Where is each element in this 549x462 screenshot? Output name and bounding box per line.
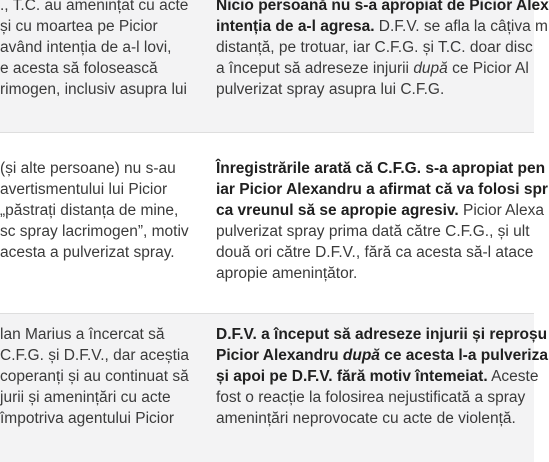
- text-line: [0, 0, 200, 16]
- text-line: [0, 221, 200, 242]
- italic-text: după: [413, 60, 448, 77]
- text-line: [0, 158, 200, 179]
- right-cell: [216, 0, 549, 100]
- text-line: [216, 324, 548, 345]
- table-row: [0, 0, 549, 132]
- bold-text: Înregistrările arată că C.F.G. s-a apropiat pen: [216, 160, 546, 177]
- text-line: [0, 200, 200, 221]
- text-line: [216, 37, 534, 58]
- bold-text: ce acesta l-a pulveriza: [379, 347, 548, 364]
- text-line: [0, 387, 200, 408]
- left-cell: [0, 158, 200, 263]
- text-run: avertismentului lui Picior: [0, 181, 168, 198]
- text-run: având intenția de a-l lovi,: [0, 39, 172, 56]
- text-line: [216, 387, 534, 408]
- text-line: [216, 16, 548, 37]
- bold-text: iar Picior Alexandru a afirmat că va folosi spr: [216, 181, 548, 198]
- text-run: jurii și amenințări cu acte: [0, 389, 171, 406]
- text-run: amenințări neprovocate cu acte de violență.: [216, 410, 516, 427]
- text-line: [0, 408, 200, 429]
- text-run: acesta a pulverizat spray.: [0, 244, 175, 261]
- text-run: ce Picior Al: [447, 60, 529, 77]
- text-line: [216, 158, 546, 179]
- table-row: [0, 133, 548, 313]
- text-line: [216, 221, 534, 242]
- text-run: sc spray lacrimogen”, motiv: [0, 223, 189, 240]
- bold-text: Nicio persoană nu s-a apropiat de Picior Alex: [216, 0, 549, 14]
- text-run: a început să adreseze injurii: [216, 60, 414, 77]
- text-line: [0, 242, 200, 263]
- text-run: „păstrați distanța de mine,: [0, 202, 179, 219]
- text-run: două ori către D.F.V., fără ca acesta să-l atace: [216, 244, 534, 261]
- text-run: și cu moartea pe Picior: [0, 18, 158, 35]
- text-run: distanță, pe trotuar, iar C.F.G. și T.C. doar disc: [216, 39, 533, 56]
- text-run: rimogen, inclusiv asupra lui: [0, 81, 187, 98]
- text-line: [216, 0, 549, 16]
- text-line: [216, 58, 534, 79]
- text-run: e acesta să folosească: [0, 60, 158, 77]
- text-run: C.F.G. și D.F.V., dar aceștia: [0, 347, 189, 364]
- text-run: coperanți și au continuat să: [0, 368, 189, 385]
- text-line: [216, 366, 539, 387]
- bold-text: D.F.V. a început să adreseze injurii și reproșu: [216, 326, 548, 343]
- text-line: [0, 79, 200, 100]
- bold-text: Picior Alexandru: [216, 347, 343, 364]
- text-run: lan Marius a încercat să: [0, 326, 165, 343]
- bold-text: și apoi pe D.F.V. fără motiv întemeiat.: [216, 368, 488, 385]
- text-run: fost o reacție la folosirea nejustificată a spray: [216, 389, 526, 406]
- text-run: Aceste: [487, 368, 539, 385]
- text-line: [0, 324, 200, 345]
- text-line: [0, 345, 200, 366]
- text-line: [216, 263, 534, 284]
- text-line: [216, 200, 544, 221]
- text-line: [0, 37, 200, 58]
- text-line: [216, 242, 534, 263]
- text-run: (și alte persoane) nu s-au: [0, 160, 176, 177]
- text-line: [0, 366, 200, 387]
- text-line: [216, 79, 534, 100]
- bold-text: după: [342, 347, 380, 364]
- left-cell: [0, 0, 200, 100]
- bold-text: ca vreunul să se apropie agresiv.: [216, 202, 459, 219]
- text-run: apropie amenințător.: [216, 265, 358, 282]
- text-run: ., T.C. au amenințat cu acte: [0, 0, 189, 14]
- text-line: [0, 58, 200, 79]
- text-run: pulverizat spray asupra lui C.F.G.: [216, 81, 445, 98]
- text-run: D.F.V. se afla la câțiva m: [374, 18, 548, 35]
- text-line: [0, 16, 200, 37]
- text-line: [216, 179, 548, 200]
- text-line: [216, 345, 548, 366]
- text-run: pulverizat spray prima dată către C.F.G., și ult: [216, 223, 530, 240]
- text-line: [0, 179, 200, 200]
- text-run: împotriva agentului Picior: [0, 410, 175, 427]
- table-row: [0, 314, 548, 462]
- bold-text: intenția de a-l agresa.: [216, 18, 375, 35]
- text-run: Picior Alexa: [458, 202, 544, 219]
- left-cell: [0, 324, 200, 429]
- text-line: [216, 408, 534, 429]
- right-cell: [216, 158, 548, 284]
- right-cell: [216, 324, 548, 429]
